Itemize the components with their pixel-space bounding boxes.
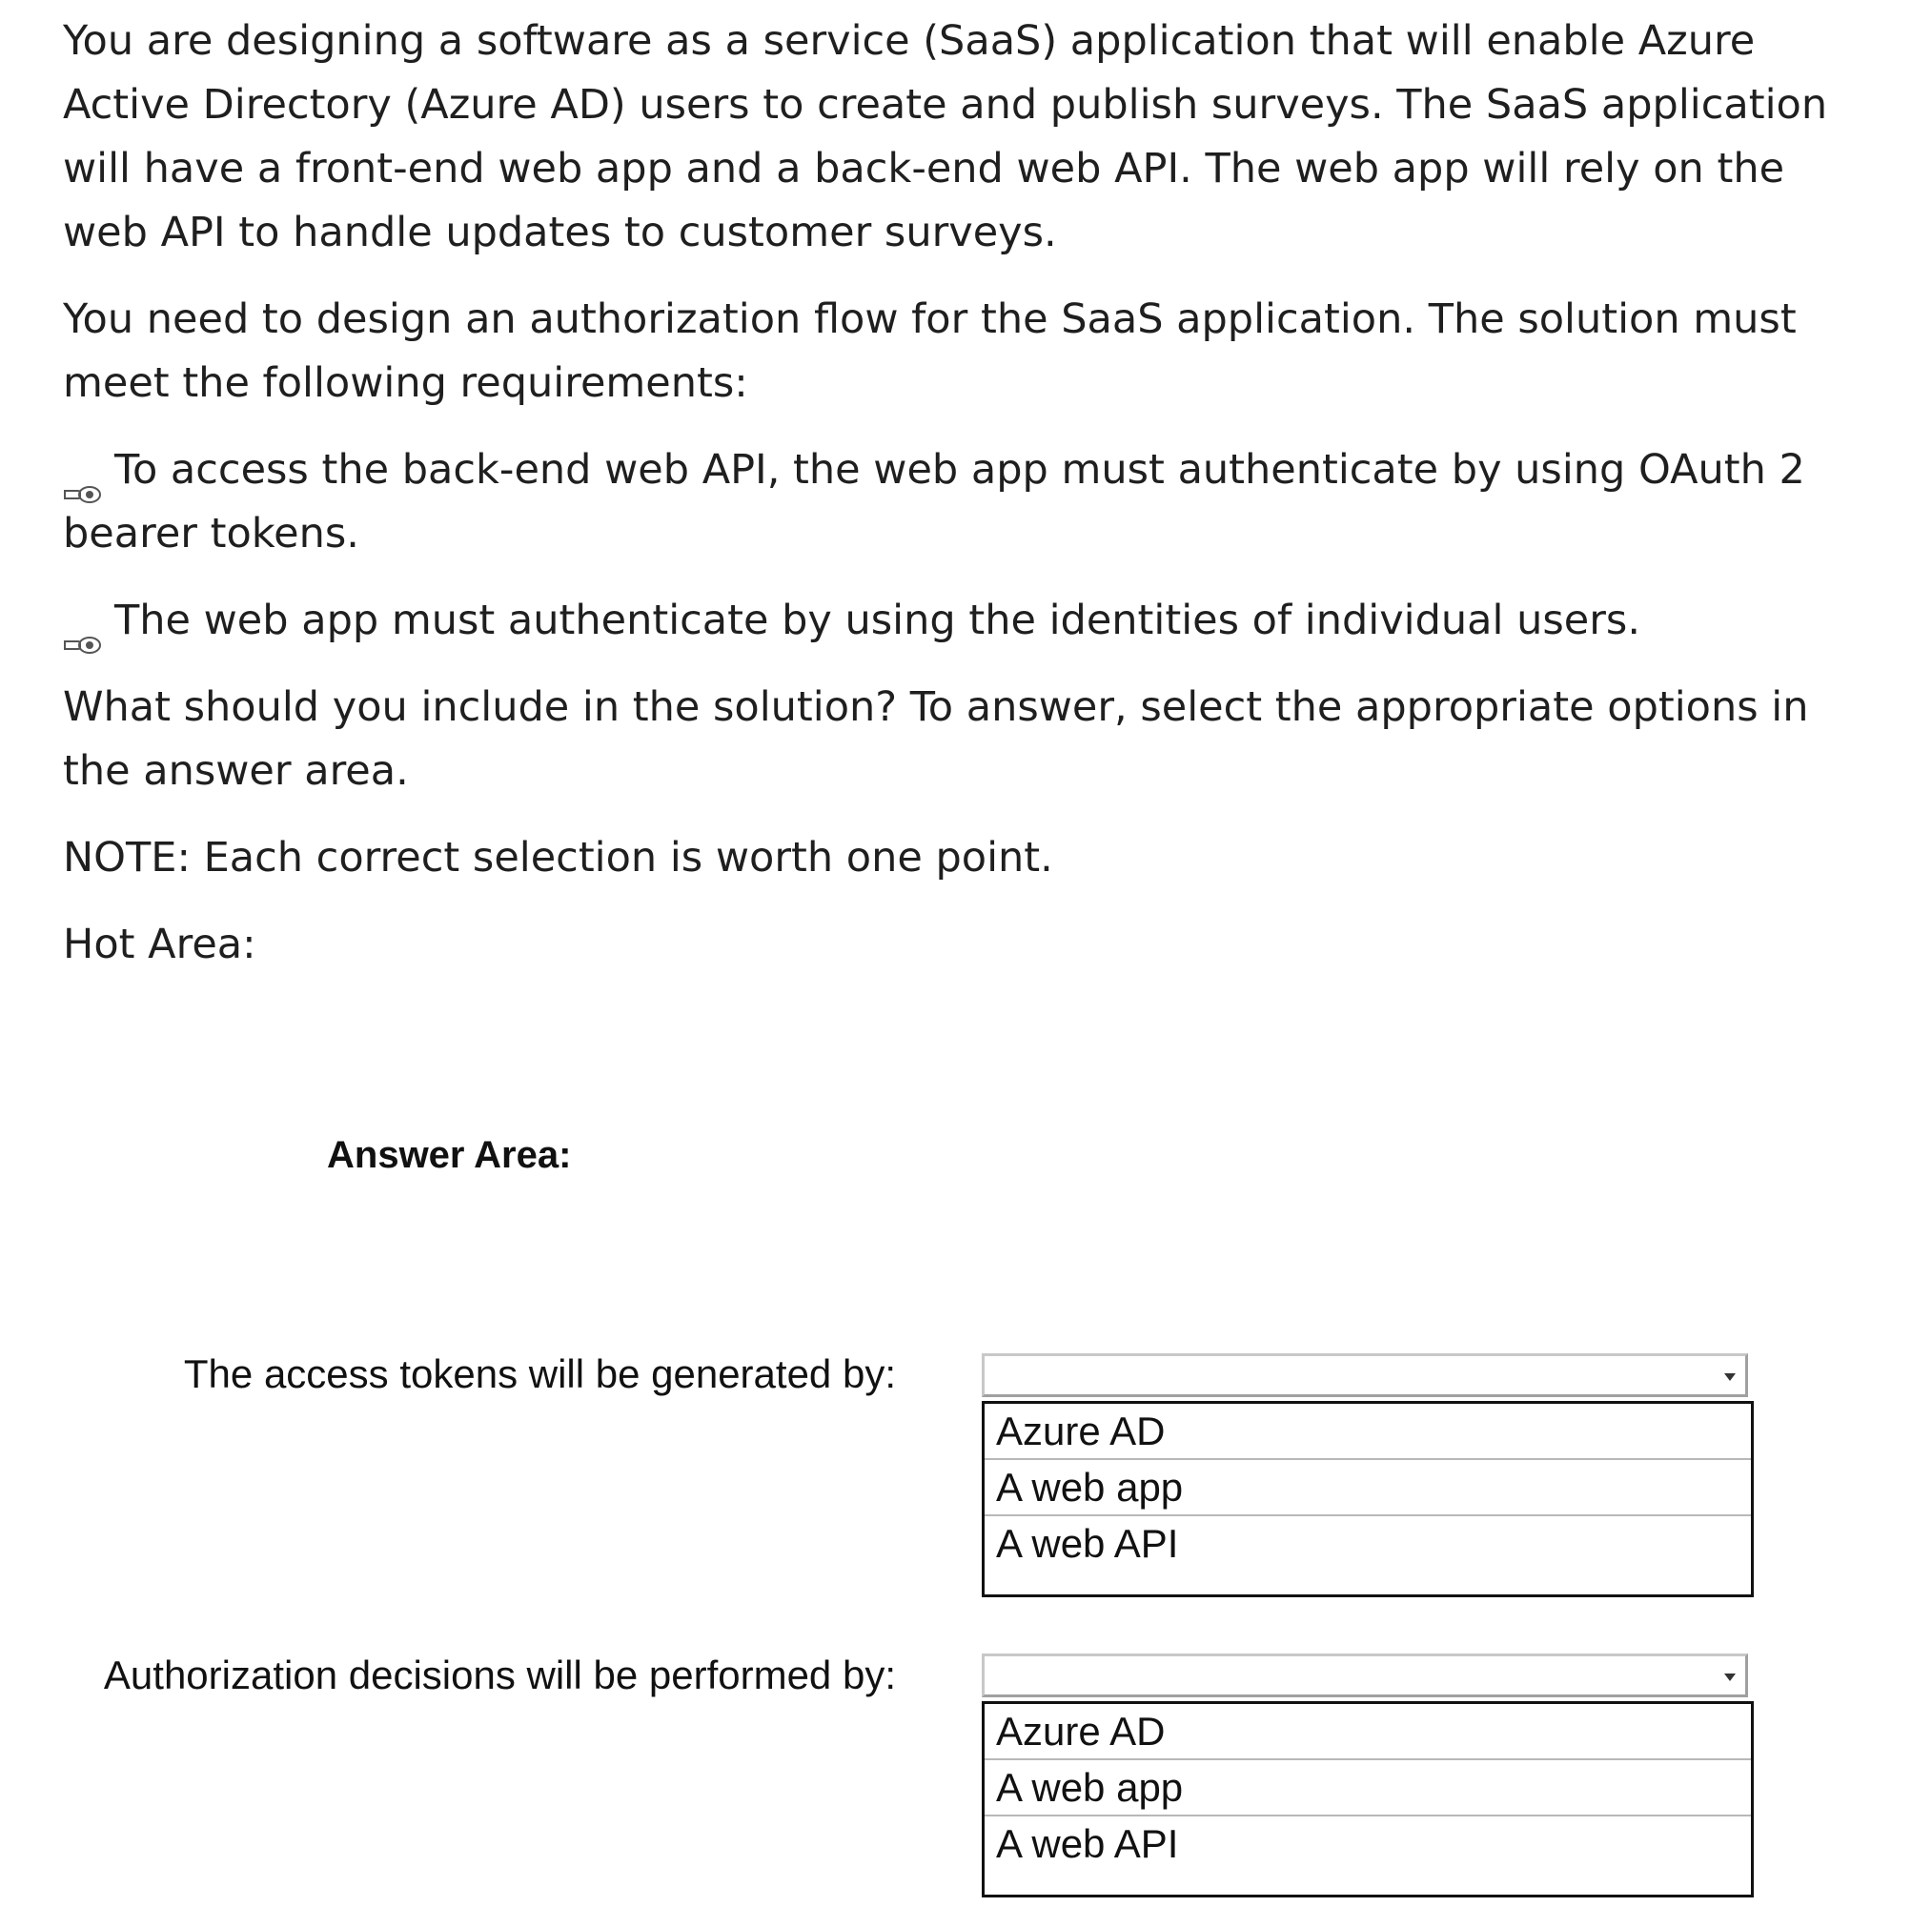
requirement-2-text: The web app must authenticate by using the identities of individual users. (114, 597, 1640, 644)
requirement-1 (63, 438, 1874, 566)
question-paragraph-1: You are designing a software as a service (SaaS) application that will enable Azure Active Directory (Azure AD) users to create and publish surveys. The SaaS application will have a front-end web app and a back-end web API. The web app will rely on the web API to handle updates to customer surveys. (63, 17, 1828, 256)
note-text: NOTE: Each correct selection is worth one point. (63, 834, 1053, 882)
question-text (63, 10, 1874, 1000)
option-web-app[interactable]: A web app (985, 1760, 1751, 1816)
question-paragraph-3: What should you include in the solution? To answer, select the appropriate options in the answer area. (63, 683, 1809, 795)
access-tokens-options (982, 1401, 1754, 1597)
hot-area-label: Hot Area: (63, 921, 256, 968)
option-azure-ad[interactable]: Azure AD (985, 1704, 1751, 1760)
pointing-hand-icon (63, 612, 103, 635)
pointing-hand-icon (63, 461, 103, 484)
access-tokens-dropdown[interactable] (982, 1353, 1748, 1397)
option-azure-ad[interactable]: Azure AD (985, 1404, 1751, 1460)
requirement-1-text: To access the back-end web API, the web app must authenticate by using OAuth 2 bearer tokens. (63, 446, 1805, 558)
answer-area-title: Answer Area: (327, 1134, 572, 1176)
option-web-app[interactable]: A web app (985, 1460, 1751, 1516)
chevron-down-icon (1724, 1674, 1736, 1681)
authorization-decisions-dropdown[interactable] (982, 1653, 1748, 1697)
authorization-decisions-label: Authorization decisions will be performed by: (103, 1653, 896, 1697)
authorization-decisions-options (982, 1701, 1754, 1897)
option-web-api[interactable]: A web API (996, 1821, 1179, 1866)
question-paragraph-2: You need to design an authorization flow for the SaaS application. The solution must meet the following requirements: (63, 295, 1797, 407)
access-tokens-label: The access tokens will be generated by: (183, 1351, 896, 1396)
option-web-api[interactable]: A web API (996, 1521, 1179, 1566)
requirement-2 (63, 589, 1874, 653)
chevron-down-icon (1724, 1373, 1736, 1381)
